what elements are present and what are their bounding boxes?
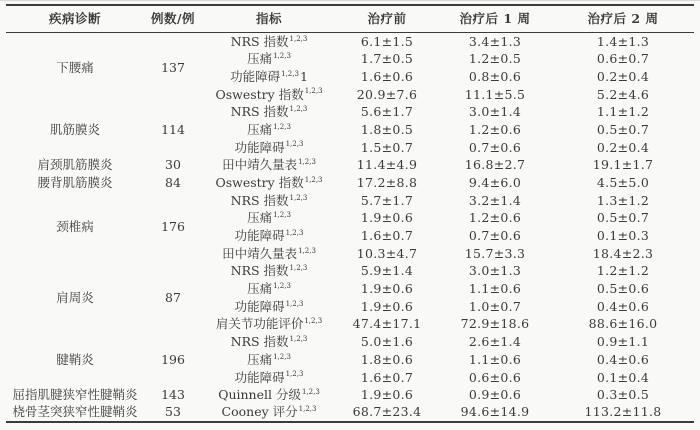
value-week1-cell: 3.2±1.4	[468, 192, 522, 208]
indicator-label: NRS 指数	[230, 192, 289, 208]
indicator-label: Quinnell 分级	[218, 387, 301, 403]
value-before-cell: 5.7±1.7	[360, 192, 414, 208]
value-week2-cell: 0.3±0.5	[596, 387, 650, 403]
value-week2-cell: 0.2±0.4	[596, 68, 650, 84]
value-week2-cell: 1.3±1.2	[596, 192, 650, 208]
disease-name-cell: 肩周炎	[56, 289, 94, 305]
value-week1-cell: 1.2±0.5	[468, 51, 522, 67]
indicator-label: 压痛	[247, 351, 273, 367]
value-before-cell: 1.6±0.7	[360, 228, 414, 244]
indicator-label: NRS 指数	[230, 33, 289, 49]
table-row	[6, 174, 694, 192]
value-week2-cell: 0.4±0.6	[596, 298, 650, 314]
indicator-cell	[202, 333, 336, 351]
value-week1-cell: 94.6±14.9	[460, 404, 530, 420]
value-before-cell: 17.2±8.8	[356, 174, 418, 190]
indicator-label: Cooney 评分	[221, 404, 298, 420]
disease-name-cell: 肌筋膜炎	[49, 121, 100, 137]
footnote-superscript: 1,2,3	[289, 34, 308, 43]
value-week1-cell: 1.0±0.7	[468, 298, 522, 314]
indicator-label: 功能障碍	[234, 369, 285, 385]
value-before-cell: 1.7±0.5	[360, 51, 414, 67]
value-week1-cell: 3.0±1.4	[468, 104, 522, 120]
value-week1-cell: 1.1±0.6	[468, 281, 522, 297]
case-count-cell: 84	[165, 174, 181, 190]
value-week2-cell: 113.2±11.8	[584, 404, 662, 420]
indicator-cell	[202, 262, 336, 280]
value-before-cell: 6.1±1.5	[360, 33, 414, 49]
footnote-superscript: 1,2,3	[281, 69, 299, 78]
value-week1-cell: 15.7±3.3	[464, 245, 526, 261]
table-row	[6, 33, 694, 51]
value-before-cell: 5.6±1.7	[360, 104, 414, 120]
footnote-superscript: 1,2,3	[304, 175, 323, 184]
indicator-cell	[202, 103, 336, 121]
indicator-label: 功能障碍	[234, 298, 285, 314]
footnote-superscript: 1,2,3	[298, 158, 316, 167]
indicator-cell	[202, 68, 336, 86]
header-before-treatment: 治疗前	[336, 5, 438, 33]
top-edge-line	[0, 0, 700, 1]
indicator-cell	[202, 139, 336, 157]
indicator-label: 功能障碍	[234, 139, 285, 155]
indicator-cell	[202, 227, 336, 245]
value-before-cell: 1.8±0.5	[360, 121, 414, 137]
indicator-label: 压痛	[247, 121, 273, 137]
footnote-superscript: 1,2,3	[301, 388, 320, 397]
indicator-cell	[202, 174, 336, 192]
table-header	[6, 5, 694, 33]
value-week2-cell: 4.5±5.0	[596, 174, 650, 190]
value-before-cell: 1.9±0.6	[360, 210, 414, 226]
table-row	[6, 156, 694, 174]
disease-name-cell: 屈指肌腱狭窄性腱鞘炎	[12, 387, 138, 403]
indicator-label: 压痛	[247, 51, 273, 67]
footnote-superscript: 1,2,3	[304, 87, 323, 96]
footnote-superscript: 1,2,3	[273, 281, 291, 290]
disease-name-cell: 桡骨茎突狭窄性腱鞘炎	[12, 404, 138, 420]
indicator-cell	[202, 121, 336, 139]
disease-name-cell: 颈椎病	[56, 219, 94, 235]
value-week1-cell: 0.9±0.6	[468, 387, 522, 403]
header-case-count: 例数/例	[144, 5, 202, 33]
value-week2-cell: 0.2±0.4	[596, 139, 650, 155]
value-week1-cell: 3.0±1.3	[468, 263, 522, 279]
value-week2-cell: 0.5±0.7	[596, 121, 650, 137]
value-week1-cell: 0.7±0.6	[468, 228, 522, 244]
value-week1-cell: 0.7±0.6	[468, 139, 522, 155]
indicator-label: NRS 指数	[230, 334, 289, 350]
value-week1-cell: 1.1±0.6	[468, 351, 522, 367]
footnote-superscript: 1,2,3	[273, 122, 291, 131]
footnote-superscript: 1,2,3	[289, 193, 308, 202]
header-indicator: 指标	[202, 5, 336, 33]
case-count-cell: 87	[165, 289, 181, 305]
case-count-cell: 196	[161, 351, 185, 367]
indicator-cell	[202, 192, 336, 210]
table-row	[6, 262, 694, 280]
footnote-superscript: 1,2,3	[273, 211, 291, 220]
indicator-label: NRS 指数	[230, 263, 289, 279]
value-before-cell: 1.9±0.6	[360, 298, 414, 314]
header-disease-diagnosis: 疾病诊断	[6, 5, 144, 33]
value-week2-cell: 0.6±0.7	[596, 51, 650, 67]
disease-name-cell: 肩颈肌筋膜炎	[37, 157, 113, 173]
footnote-superscript: 1,2,3	[273, 52, 291, 60]
footnote-superscript: 1,2,3	[298, 405, 317, 414]
footnote-superscript: 1,2,3	[285, 370, 304, 379]
value-week2-cell: 5.2±4.6	[596, 86, 650, 102]
value-week2-cell: 1.2±1.2	[596, 263, 650, 279]
value-before-cell: 20.9±7.6	[356, 86, 418, 102]
footnote-superscript: 1,2,3	[289, 335, 308, 343]
value-week2-cell: 1.1±1.2	[596, 104, 650, 120]
value-week2-cell: 1.4±1.3	[596, 33, 650, 49]
value-week1-cell: 3.4±1.3	[468, 33, 522, 49]
case-count-cell: 143	[161, 387, 185, 403]
indicator-label: 功能障碍	[230, 68, 281, 84]
value-week1-cell: 72.9±18.6	[460, 316, 530, 332]
indicator-cell	[202, 209, 336, 227]
value-week2-cell: 0.5±0.7	[596, 210, 650, 226]
disease-name-cell: 下腰痛	[56, 60, 94, 76]
table-row	[6, 386, 694, 404]
table-body	[6, 33, 694, 422]
value-week1-cell: 1.2±0.6	[468, 121, 522, 137]
footnote-superscript: 1,2,3	[273, 352, 291, 361]
footnote-superscript: 1,2,3	[285, 299, 304, 308]
value-before-cell: 47.4±17.1	[352, 316, 422, 332]
table-row	[6, 404, 694, 422]
disease-name-cell: 腱鞘炎	[56, 351, 94, 367]
indicator-label: 田中靖久量表	[222, 157, 298, 173]
footnote-superscript: 1,2,3	[285, 140, 304, 149]
header-week2-after: 治疗后 2 周	[552, 5, 694, 33]
indicator-label: 肩关节功能评价	[215, 316, 304, 332]
footnote-superscript: 1,2,3	[285, 228, 304, 237]
case-count-cell: 30	[165, 157, 181, 173]
treatment-outcome-table	[6, 4, 694, 423]
value-week1-cell: 2.6±1.4	[468, 334, 522, 350]
value-week2-cell: 0.5±0.6	[596, 281, 650, 297]
indicator-cell	[202, 245, 336, 263]
header-week1-after: 治疗后 1 周	[438, 5, 552, 33]
footnote-superscript: 1,2,3	[289, 105, 308, 114]
indicator-cell	[202, 369, 336, 387]
value-week1-cell: 0.6±0.6	[468, 369, 522, 385]
case-count-cell: 53	[165, 404, 181, 420]
indicator-cell	[202, 298, 336, 316]
value-week2-cell: 0.4±0.6	[596, 351, 650, 367]
indicator-label: 功能障碍	[234, 228, 285, 244]
value-week1-cell: 16.8±2.7	[464, 157, 526, 173]
case-count-cell: 176	[161, 219, 185, 235]
header-row	[6, 5, 694, 33]
value-week1-cell: 11.1±5.5	[464, 86, 526, 102]
footnote-superscript: 1,2,3	[289, 264, 308, 273]
indicator-label: 田中靖久量表	[222, 245, 298, 261]
value-week2-cell: 0.9±1.1	[596, 334, 650, 350]
table-row	[6, 103, 694, 121]
footnote-superscript: 1,2,3	[298, 246, 316, 255]
value-before-cell: 1.8±0.6	[360, 351, 414, 367]
stray-mark: 1	[299, 68, 308, 84]
value-before-cell: 11.4±4.9	[356, 157, 418, 173]
case-count-cell: 114	[161, 121, 185, 137]
table-row	[6, 192, 694, 210]
value-week1-cell: 0.8±0.6	[468, 68, 522, 84]
value-week2-cell: 0.1±0.4	[596, 369, 650, 385]
indicator-label: NRS 指数	[230, 104, 289, 120]
indicator-cell	[202, 156, 336, 174]
value-before-cell: 68.7±23.4	[352, 404, 422, 420]
indicator-cell	[202, 86, 336, 104]
value-before-cell: 1.9±0.6	[360, 387, 414, 403]
value-before-cell: 10.3±4.7	[356, 245, 418, 261]
value-before-cell: 1.9±0.6	[360, 281, 414, 297]
disease-name-cell: 腰背肌筋膜炎	[37, 174, 113, 190]
indicator-cell	[202, 316, 336, 334]
indicator-label: 压痛	[247, 281, 273, 297]
value-before-cell: 1.6±0.6	[360, 68, 414, 84]
value-before-cell: 1.5±0.7	[360, 139, 414, 155]
indicator-cell	[202, 33, 336, 51]
value-before-cell: 5.0±1.6	[360, 334, 414, 350]
footnote-superscript: 1,2,3	[304, 317, 323, 326]
value-week1-cell: 1.2±0.6	[468, 210, 522, 226]
indicator-label: Oswestry 指数	[215, 86, 304, 102]
value-week2-cell: 19.1±1.7	[592, 157, 654, 173]
value-before-cell: 5.9±1.4	[360, 263, 414, 279]
indicator-cell	[202, 386, 336, 404]
indicator-cell	[202, 351, 336, 369]
table-row	[6, 333, 694, 351]
indicator-label: Oswestry 指数	[215, 174, 304, 190]
value-before-cell: 1.6±0.7	[360, 369, 414, 385]
indicator-cell	[202, 404, 336, 422]
indicator-label: 压痛	[247, 210, 273, 226]
value-week2-cell: 88.6±16.0	[588, 316, 658, 332]
value-week2-cell: 0.1±0.3	[596, 228, 650, 244]
case-count-cell: 137	[161, 60, 185, 76]
value-week2-cell: 18.4±2.3	[592, 245, 654, 261]
value-week1-cell: 9.4±6.0	[468, 174, 522, 190]
indicator-cell	[202, 50, 336, 68]
indicator-cell	[202, 280, 336, 298]
